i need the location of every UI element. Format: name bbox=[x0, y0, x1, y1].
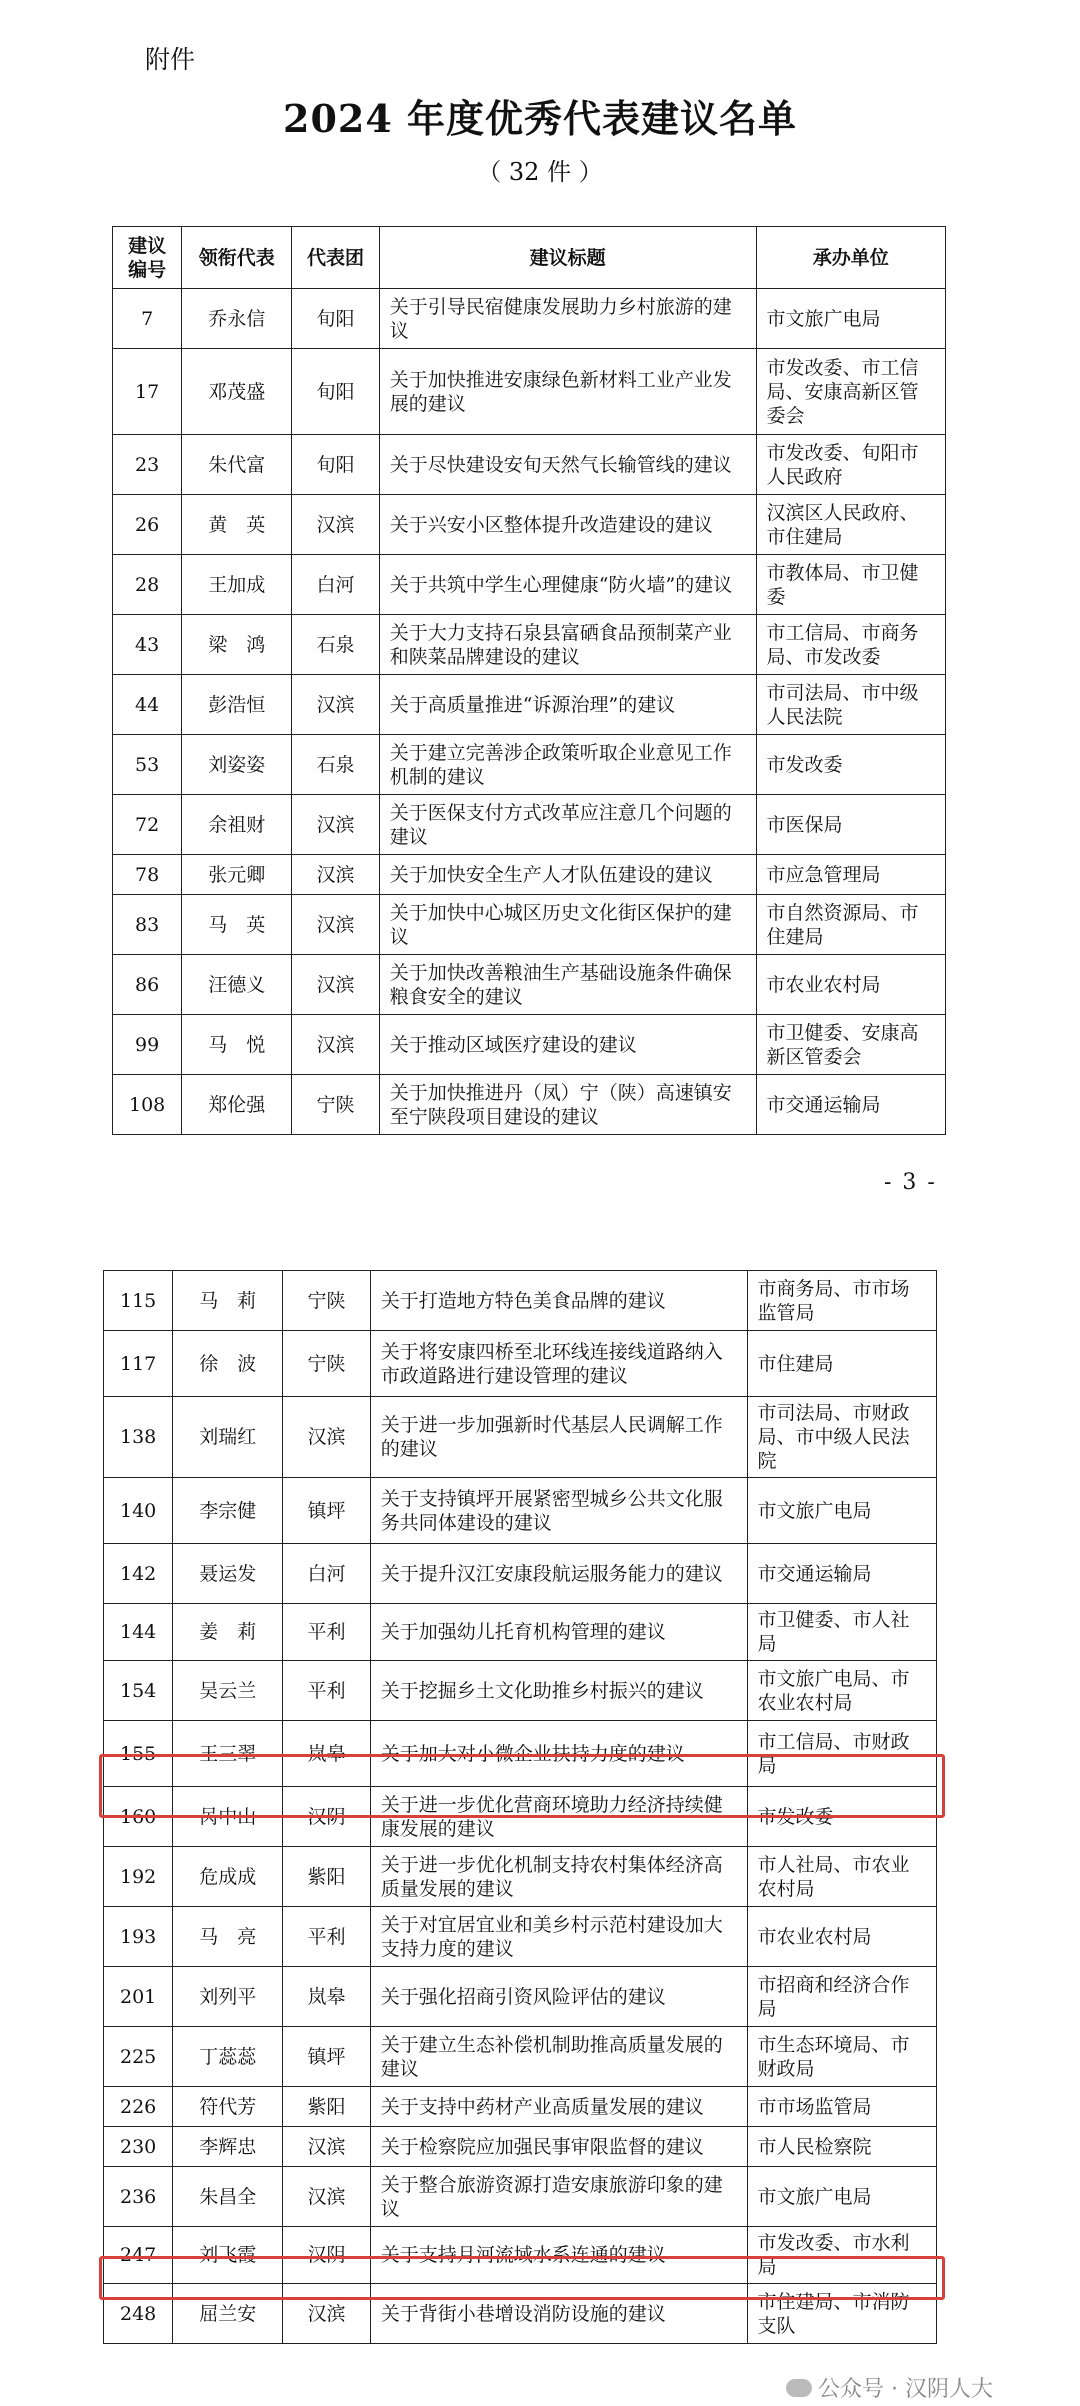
cell-lead: 张元卿 bbox=[182, 855, 292, 895]
cell-group: 岚皋 bbox=[283, 1967, 371, 2027]
cell-unit: 市应急管理局 bbox=[756, 855, 945, 895]
cell-group: 平利 bbox=[283, 1907, 371, 1967]
cell-unit: 市人社局、市农业农村局 bbox=[747, 1847, 936, 1907]
cell-no: 108 bbox=[113, 1075, 182, 1135]
cell-unit: 市农业农村局 bbox=[756, 955, 945, 1015]
cell-no: 142 bbox=[104, 1544, 173, 1604]
cell-no: 154 bbox=[104, 1661, 173, 1721]
cell-lead: 屈兰安 bbox=[173, 2284, 283, 2344]
suggestion-table-1 bbox=[112, 226, 946, 1135]
cell-no: 115 bbox=[104, 1271, 173, 1331]
cell-unit: 市工信局、市财政局 bbox=[747, 1721, 936, 1787]
cell-group: 紫阳 bbox=[283, 2087, 371, 2127]
cell-subject: 关于医保支付方式改革应注意几个问题的建议 bbox=[379, 795, 756, 855]
cell-group: 岚皋 bbox=[283, 1721, 371, 1787]
cell-unit: 市人民检察院 bbox=[747, 2127, 936, 2167]
cell-subject: 关于对宜居宜业和美乡村示范村建设加大支持力度的建议 bbox=[370, 1907, 747, 1967]
cell-subject: 关于建立完善涉企政策听取企业意见工作机制的建议 bbox=[379, 735, 756, 795]
cell-subject: 关于引导民宿健康发展助力乡村旅游的建议 bbox=[379, 289, 756, 349]
cell-group: 汉滨 bbox=[292, 955, 380, 1015]
cell-unit: 市文旅广电局 bbox=[747, 2167, 936, 2227]
cell-subject: 关于背街小巷增设消防设施的建议 bbox=[370, 2284, 747, 2344]
cell-unit: 市交通运输局 bbox=[756, 1075, 945, 1135]
cell-lead: 马 莉 bbox=[173, 1271, 283, 1331]
table-row bbox=[113, 289, 946, 349]
cell-subject: 关于将安康四桥至北环线连接线道路纳入市政道路进行建设管理的建议 bbox=[370, 1331, 747, 1397]
cell-subject: 关于支持中药材产业高质量发展的建议 bbox=[370, 2087, 747, 2127]
table-header-row bbox=[113, 227, 946, 289]
cell-unit: 市发改委、市工信局、安康高新区管委会 bbox=[756, 349, 945, 435]
cell-no: 225 bbox=[104, 2027, 173, 2087]
cell-unit: 市招商和经济合作局 bbox=[747, 1967, 936, 2027]
cell-lead: 乔永信 bbox=[182, 289, 292, 349]
cell-no: 26 bbox=[113, 495, 182, 555]
cell-unit: 市工信局、市商务局、市发改委 bbox=[756, 615, 945, 675]
table-row bbox=[113, 555, 946, 615]
cell-subject: 关于加快推进安康绿色新材料工业产业发展的建议 bbox=[379, 349, 756, 435]
cell-unit: 市农业农村局 bbox=[747, 1907, 936, 1967]
cell-lead: 刘列平 bbox=[173, 1967, 283, 2027]
cell-unit: 市商务局、市市场监管局 bbox=[747, 1271, 936, 1331]
cell-unit: 市教体局、市卫健委 bbox=[756, 555, 945, 615]
cell-group: 汉滨 bbox=[292, 855, 380, 895]
cell-lead: 黄 英 bbox=[182, 495, 292, 555]
cell-no: 230 bbox=[104, 2127, 173, 2167]
cell-unit: 市交通运输局 bbox=[747, 1544, 936, 1604]
cell-no: 72 bbox=[113, 795, 182, 855]
cell-group: 汉阴 bbox=[283, 2227, 371, 2284]
cell-no: 53 bbox=[113, 735, 182, 795]
cell-lead: 马 亮 bbox=[173, 1907, 283, 1967]
cell-unit: 市司法局、市财政局、市中级人民法院 bbox=[747, 1397, 936, 1478]
cell-no: 248 bbox=[104, 2284, 173, 2344]
table-row bbox=[113, 1015, 946, 1075]
cell-group: 汉滨 bbox=[292, 495, 380, 555]
cell-lead: 马 英 bbox=[182, 895, 292, 955]
header-no: 建议编号 bbox=[113, 227, 182, 289]
cell-subject: 关于建立生态补偿机制助推高质量发展的建议 bbox=[370, 2027, 747, 2087]
cell-group: 平利 bbox=[283, 1604, 371, 1661]
table-row bbox=[113, 735, 946, 795]
cell-unit: 市发改委 bbox=[756, 735, 945, 795]
cell-lead: 梁 鸿 bbox=[182, 615, 292, 675]
cell-no: 43 bbox=[113, 615, 182, 675]
cell-lead: 刘姿姿 bbox=[182, 735, 292, 795]
cell-no: 155 bbox=[104, 1721, 173, 1787]
cell-group: 石泉 bbox=[292, 735, 380, 795]
cell-unit: 市司法局、市中级人民法院 bbox=[756, 675, 945, 735]
table-row bbox=[104, 2087, 937, 2127]
page-number: - 3 - bbox=[884, 1170, 937, 1195]
cell-subject: 关于打造地方特色美食品牌的建议 bbox=[370, 1271, 747, 1331]
cell-subject: 关于加快中心城区历史文化街区保护的建议 bbox=[379, 895, 756, 955]
table-row bbox=[113, 349, 946, 435]
cell-no: 28 bbox=[113, 555, 182, 615]
cell-lead: 徐 波 bbox=[173, 1331, 283, 1397]
cell-subject: 关于加大对小微企业扶持力度的建议 bbox=[370, 1721, 747, 1787]
cell-group: 宁陕 bbox=[283, 1331, 371, 1397]
cell-lead: 余祖财 bbox=[182, 795, 292, 855]
header-subject: 建议标题 bbox=[379, 227, 756, 289]
cell-subject: 关于高质量推进“诉源治理”的建议 bbox=[379, 675, 756, 735]
cell-subject: 关于加强幼儿托育机构管理的建议 bbox=[370, 1604, 747, 1661]
cell-no: 44 bbox=[113, 675, 182, 735]
page-title: 2024 年度优秀代表建议名单 bbox=[283, 96, 797, 141]
watermark bbox=[786, 2372, 993, 2403]
cell-unit: 市发改委、市水利局 bbox=[747, 2227, 936, 2284]
cell-lead: 朱昌全 bbox=[173, 2167, 283, 2227]
cell-group: 白河 bbox=[292, 555, 380, 615]
cell-group: 汉滨 bbox=[292, 1015, 380, 1075]
cell-lead: 王加成 bbox=[182, 555, 292, 615]
cell-lead: 朱代富 bbox=[182, 435, 292, 495]
cell-group: 汉滨 bbox=[292, 895, 380, 955]
cell-group: 白河 bbox=[283, 1544, 371, 1604]
cell-lead: 李辉忠 bbox=[173, 2127, 283, 2167]
table-row bbox=[104, 1967, 937, 2027]
cell-no: 226 bbox=[104, 2087, 173, 2127]
cell-subject: 关于支持月河流域水系连通的建议 bbox=[370, 2227, 747, 2284]
cell-unit: 市市场监管局 bbox=[747, 2087, 936, 2127]
cell-no: 236 bbox=[104, 2167, 173, 2227]
cell-group: 旬阳 bbox=[292, 349, 380, 435]
table-row bbox=[104, 1847, 937, 1907]
table-row bbox=[113, 855, 946, 895]
cell-unit: 市住建局、市消防支队 bbox=[747, 2284, 936, 2344]
cell-group: 汉滨 bbox=[283, 2284, 371, 2344]
cell-unit: 市文旅广电局 bbox=[747, 1478, 936, 1544]
cell-subject: 关于整合旅游资源打造安康旅游印象的建议 bbox=[370, 2167, 747, 2227]
cell-unit: 市自然资源局、市住建局 bbox=[756, 895, 945, 955]
cell-subject: 关于挖掘乡土文化助推乡村振兴的建议 bbox=[370, 1661, 747, 1721]
cell-subject: 关于强化招商引资风险评估的建议 bbox=[370, 1967, 747, 2027]
cell-lead: 符代芳 bbox=[173, 2087, 283, 2127]
cell-no: 247 bbox=[104, 2227, 173, 2284]
table-row bbox=[104, 2127, 937, 2167]
cell-subject: 关于尽快建设安旬天然气长输管线的建议 bbox=[379, 435, 756, 495]
table-row bbox=[104, 1907, 937, 1967]
cell-group: 汉滨 bbox=[292, 795, 380, 855]
cell-unit: 市生态环境局、市财政局 bbox=[747, 2027, 936, 2087]
cell-lead: 马 悦 bbox=[182, 1015, 292, 1075]
cell-no: 160 bbox=[104, 1787, 173, 1847]
cell-no: 17 bbox=[113, 349, 182, 435]
cell-lead: 李宗健 bbox=[173, 1478, 283, 1544]
table-row bbox=[104, 1544, 937, 1604]
cell-no: 140 bbox=[104, 1478, 173, 1544]
cell-group: 石泉 bbox=[292, 615, 380, 675]
cell-lead: 刘瑞红 bbox=[173, 1397, 283, 1478]
cell-group: 汉滨 bbox=[283, 2127, 371, 2167]
cell-lead: 丁蕊蕊 bbox=[173, 2027, 283, 2087]
cell-group: 镇坪 bbox=[283, 1478, 371, 1544]
header-group: 代表团 bbox=[292, 227, 380, 289]
cell-subject: 关于支持镇坪开展紧密型城乡公共文化服务共同体建设的建议 bbox=[370, 1478, 747, 1544]
cell-no: 138 bbox=[104, 1397, 173, 1478]
table-row bbox=[104, 1331, 937, 1397]
cell-lead: 危成成 bbox=[173, 1847, 283, 1907]
table-row bbox=[104, 2027, 937, 2087]
table-row bbox=[113, 1075, 946, 1135]
cell-subject: 关于进一步优化营商环境助力经济持续健康发展的建议 bbox=[370, 1787, 747, 1847]
table-row bbox=[104, 1271, 937, 1331]
highlight-box-247 bbox=[99, 2256, 945, 2300]
cell-subject: 关于加快安全生产人才队伍建设的建议 bbox=[379, 855, 756, 895]
cell-subject: 关于推动区域医疗建设的建议 bbox=[379, 1015, 756, 1075]
cell-no: 78 bbox=[113, 855, 182, 895]
cell-group: 宁陕 bbox=[283, 1271, 371, 1331]
item-count: （ 32 件 ） bbox=[477, 158, 603, 186]
table-row bbox=[104, 1397, 937, 1478]
cell-lead: 邓茂盛 bbox=[182, 349, 292, 435]
table-row bbox=[113, 675, 946, 735]
cell-no: 7 bbox=[113, 289, 182, 349]
cell-subject: 关于进一步优化机制支持农村集体经济高质量发展的建议 bbox=[370, 1847, 747, 1907]
cell-lead: 姜 莉 bbox=[173, 1604, 283, 1661]
table-row bbox=[104, 2167, 937, 2227]
cell-lead: 吴云兰 bbox=[173, 1661, 283, 1721]
cell-group: 旬阳 bbox=[292, 435, 380, 495]
cell-lead: 郑伦强 bbox=[182, 1075, 292, 1135]
cell-unit: 市发改委、旬阳市人民政府 bbox=[756, 435, 945, 495]
cell-group: 平利 bbox=[283, 1661, 371, 1721]
cell-no: 201 bbox=[104, 1967, 173, 2027]
cell-unit: 市文旅广电局 bbox=[756, 289, 945, 349]
table-row bbox=[113, 435, 946, 495]
cell-no: 83 bbox=[113, 895, 182, 955]
cell-no: 192 bbox=[104, 1847, 173, 1907]
cell-unit: 汉滨区人民政府、市住建局 bbox=[756, 495, 945, 555]
cell-subject: 关于大力支持石泉县富硒食品预制菜产业和陕菜品牌建设的建议 bbox=[379, 615, 756, 675]
cell-subject: 关于加快改善粮油生产基础设施条件确保粮食安全的建议 bbox=[379, 955, 756, 1015]
cell-subject: 关于加快推进丹（凤）宁（陕）高速镇安至宁陕段项目建设的建议 bbox=[379, 1075, 756, 1135]
cell-group: 旬阳 bbox=[292, 289, 380, 349]
cell-no: 193 bbox=[104, 1907, 173, 1967]
cell-group: 汉滨 bbox=[292, 675, 380, 735]
cell-group: 汉阴 bbox=[283, 1787, 371, 1847]
highlight-box-160 bbox=[99, 1754, 945, 1818]
cell-subject: 关于进一步加强新时代基层人民调解工作的建议 bbox=[370, 1397, 747, 1478]
table-row bbox=[104, 1661, 937, 1721]
wechat-icon bbox=[786, 2379, 812, 2397]
cell-lead: 刘飞霞 bbox=[173, 2227, 283, 2284]
attachment-label: 附件 bbox=[145, 45, 196, 74]
cell-unit: 市医保局 bbox=[756, 795, 945, 855]
cell-group: 宁陕 bbox=[292, 1075, 380, 1135]
cell-subject: 关于提升汉江安康段航运服务能力的建议 bbox=[370, 1544, 747, 1604]
table-row bbox=[104, 1604, 937, 1661]
header-unit: 承办单位 bbox=[756, 227, 945, 289]
cell-group: 汉滨 bbox=[283, 2167, 371, 2227]
cell-unit: 市卫健委、安康高新区管委会 bbox=[756, 1015, 945, 1075]
table-row bbox=[113, 955, 946, 1015]
header-lead: 领衔代表 bbox=[182, 227, 292, 289]
table-row bbox=[113, 795, 946, 855]
cell-lead: 王三翠 bbox=[173, 1721, 283, 1787]
table-row bbox=[113, 895, 946, 955]
cell-unit: 市文旅广电局、市农业农村局 bbox=[747, 1661, 936, 1721]
cell-group: 镇坪 bbox=[283, 2027, 371, 2087]
cell-lead: 呙中山 bbox=[173, 1787, 283, 1847]
cell-unit: 市住建局 bbox=[747, 1331, 936, 1397]
cell-unit: 市发改委 bbox=[747, 1787, 936, 1847]
cell-no: 144 bbox=[104, 1604, 173, 1661]
cell-lead: 汪德义 bbox=[182, 955, 292, 1015]
cell-subject: 关于检察院应加强民事审限监督的建议 bbox=[370, 2127, 747, 2167]
cell-lead: 彭浩恒 bbox=[182, 675, 292, 735]
cell-no: 117 bbox=[104, 1331, 173, 1397]
cell-group: 汉滨 bbox=[283, 1397, 371, 1478]
cell-subject: 关于兴安小区整体提升改造建设的建议 bbox=[379, 495, 756, 555]
table-row bbox=[113, 615, 946, 675]
watermark-text: 公众号 · 汉阴人大 bbox=[818, 2377, 993, 2402]
cell-group: 紫阳 bbox=[283, 1847, 371, 1907]
cell-unit: 市卫健委、市人社局 bbox=[747, 1604, 936, 1661]
cell-no: 86 bbox=[113, 955, 182, 1015]
cell-no: 99 bbox=[113, 1015, 182, 1075]
document-page-1 bbox=[0, 0, 1080, 1195]
table-row bbox=[113, 495, 946, 555]
cell-lead: 聂运发 bbox=[173, 1544, 283, 1604]
cell-subject: 关于共筑中学生心理健康“防火墙”的建议 bbox=[379, 555, 756, 615]
table-row bbox=[104, 1478, 937, 1544]
cell-no: 23 bbox=[113, 435, 182, 495]
